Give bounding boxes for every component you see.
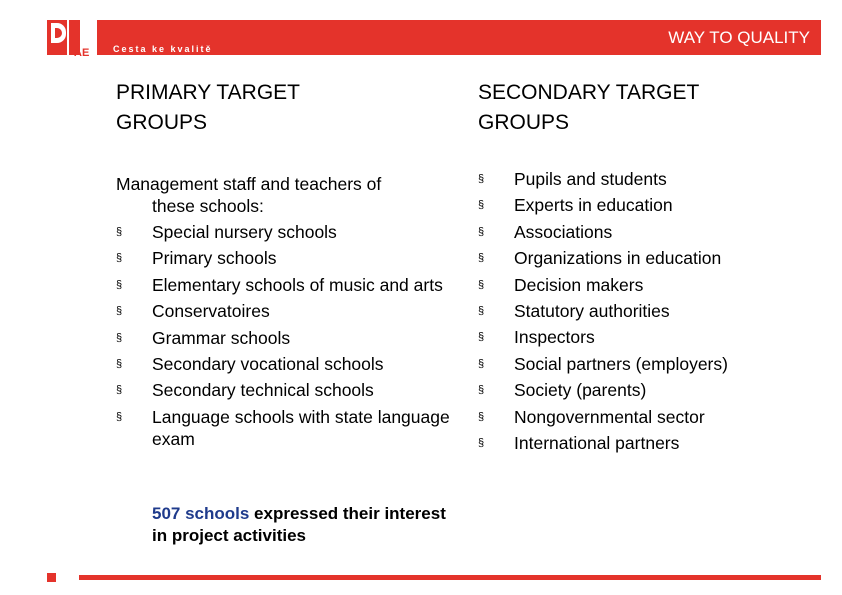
bullet-icon: §: [478, 436, 485, 449]
bullet-icon: §: [116, 331, 123, 344]
primary-list-item: [116, 300, 456, 322]
secondary-list-item: [478, 406, 818, 428]
secondary-list-item: [478, 353, 818, 375]
primary-list-item: [116, 353, 456, 375]
secondary-list-item-label: Pupils and students: [514, 169, 667, 189]
primary-list-item-label: Grammar schools: [152, 327, 291, 348]
bullet-icon: §: [478, 304, 485, 317]
primary-title-line2: GROUPS: [116, 111, 208, 134]
bullet-icon: §: [478, 199, 485, 212]
primary-list-item-label: Elementary schools of music and arts: [152, 274, 443, 295]
secondary-list-item: [478, 300, 818, 322]
secondary-list-item-label: Statutory authorities: [514, 300, 670, 321]
primary-title: [116, 78, 416, 138]
header-bar: [97, 20, 821, 55]
bullet-icon: §: [478, 384, 485, 397]
primary-list-item-label: Conservatoires: [152, 301, 270, 322]
secondary-list-item-label: Associations: [514, 221, 613, 242]
logo: [47, 20, 95, 62]
schools-note-text: expressed their interest in project activities: [152, 504, 446, 545]
bullet-icon: §: [478, 225, 485, 238]
secondary-list-item: [478, 274, 818, 296]
secondary-list-item-label: Nongovernmental sector: [514, 406, 705, 427]
secondary-list-item-label: Decision makers: [514, 274, 644, 295]
bullet-icon: §: [478, 173, 485, 185]
primary-list-item: [116, 406, 456, 450]
schools-count: 507 schools: [152, 504, 250, 523]
secondary-list-item-label: Organizations in education: [514, 248, 722, 269]
bullet-icon: §: [116, 252, 123, 265]
primary-list-item-label: Language schools with state language exam: [152, 406, 450, 449]
secondary-list-item: [478, 379, 818, 401]
bullet-icon: §: [116, 410, 123, 423]
bullet-icon: §: [116, 226, 123, 238]
footer-dot: [47, 573, 56, 582]
bullet-icon: §: [478, 278, 485, 291]
primary-list-item-label: Secondary vocational schools: [152, 353, 384, 374]
secondary-title: [478, 78, 798, 138]
header-title: WAY TO QUALITY: [668, 28, 810, 47]
primary-list: [116, 221, 456, 454]
secondary-list-item: [478, 247, 818, 269]
logo-mark: [47, 20, 67, 55]
secondary-title-line1: SECONDARY TARGET: [478, 81, 700, 104]
primary-list-item: [116, 327, 456, 349]
primary-intro: [116, 173, 381, 217]
secondary-list-item: [478, 221, 818, 243]
bullet-icon: §: [116, 305, 123, 318]
secondary-list-item: [478, 432, 818, 454]
secondary-list-item-label: Inspectors: [514, 327, 595, 348]
bullet-icon: §: [116, 357, 123, 370]
primary-title-line1: PRIMARY TARGET: [116, 81, 300, 104]
primary-intro-line2: these schools:: [152, 196, 264, 216]
logo-text: AE: [74, 47, 90, 59]
secondary-list-item-label: Social partners (employers): [514, 353, 728, 374]
secondary-list-item: [478, 168, 818, 190]
secondary-list-item-label: International partners: [514, 432, 680, 453]
primary-list-item-label: Special nursery schools: [152, 222, 337, 242]
primary-list-item: [116, 274, 456, 296]
bullet-icon: §: [478, 252, 485, 265]
primary-list-item: [116, 221, 456, 243]
primary-list-item: [116, 247, 456, 269]
primary-list-item-label: Primary schools: [152, 248, 277, 269]
secondary-list: [478, 168, 818, 458]
secondary-list-item-label: Experts in education: [514, 195, 673, 216]
primary-intro-line1: Management staff and teachers of: [116, 174, 382, 194]
schools-note: [152, 503, 452, 547]
bullet-icon: §: [116, 278, 123, 291]
secondary-list-item: [478, 326, 818, 348]
secondary-list-item-label: Society (parents): [514, 380, 647, 401]
bullet-icon: §: [478, 331, 485, 344]
bullet-icon: §: [478, 357, 485, 370]
footer-bar: [79, 575, 821, 580]
header-subtitle: Cesta ke kvalitě: [113, 44, 213, 54]
secondary-title-line2: GROUPS: [478, 111, 570, 134]
bullet-icon: §: [478, 410, 485, 423]
secondary-list-item: [478, 194, 818, 216]
bullet-icon: §: [116, 384, 123, 397]
primary-list-item: [116, 379, 456, 401]
primary-list-item-label: Secondary technical schools: [152, 380, 374, 401]
